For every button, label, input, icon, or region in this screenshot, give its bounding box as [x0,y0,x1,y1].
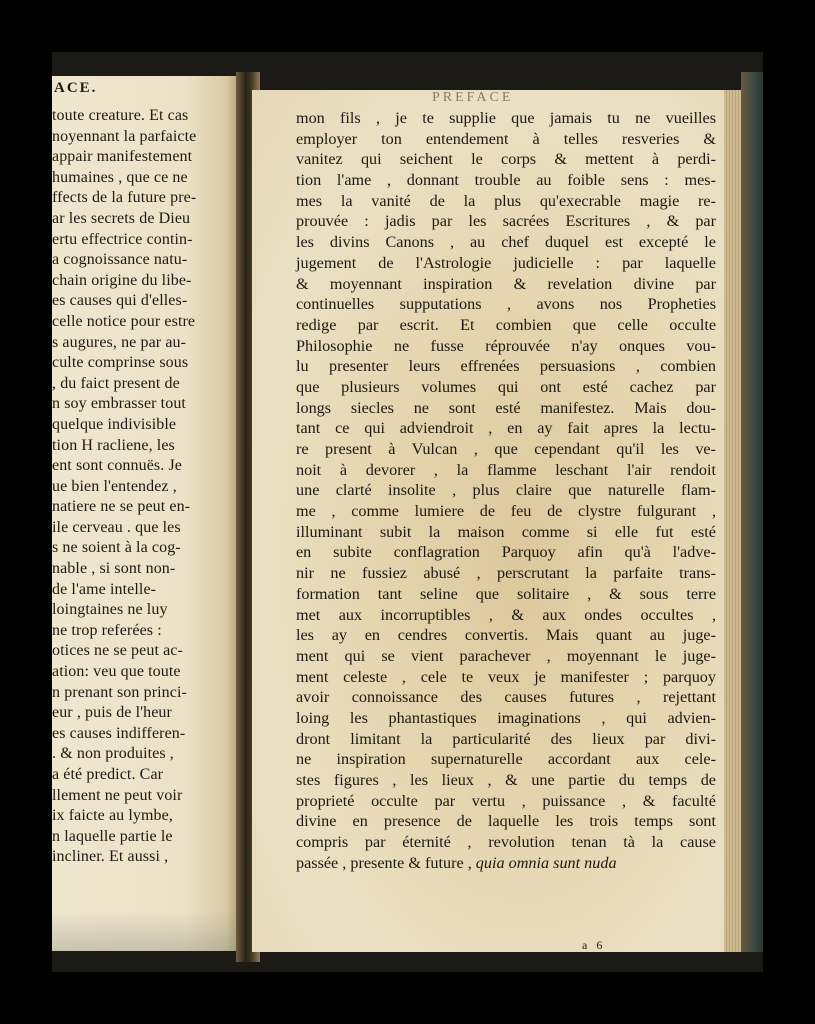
text-line: les divins Canons , au chef duquel est excepté le [296,233,716,252]
signature-mark: a 6 [582,938,606,952]
page-edge-stain [52,911,242,951]
text-line: longs siecles ne sont esté manifestez. Mais dou- [296,398,716,417]
text-line: proprieté occulte par vertu , puissance , & faculté [296,791,716,810]
text-line: avoir connoissance des causes futures , rejettant [296,688,716,707]
left-running-head: ACE. [54,80,98,96]
text-line: redige par escrit. Et combien que celle occulte [296,315,716,334]
text-line: a cognoissance natu- [52,251,188,269]
text-line: es causes qui d'elles- [52,292,188,310]
page-block-edges [724,90,742,952]
text-line: noit à devorer , la flamme leschant l'air rendoit [296,460,716,479]
text-line: une clarté insolite , plus claire que naturelle flam- [296,481,716,500]
latin-italic-phrase: quia omnia sunt nuda [475,853,617,872]
text-line: stes figures , les lieux , & une partie du temps de [296,771,716,789]
text-line: Philosophie ne fusse réprouvée n'ay onques vou- [296,336,716,355]
text-line: otices ne se peut ac- [52,642,183,660]
text-line: dront limitant la particularité des lieux par divi- [296,729,716,748]
text-line: s augures, ne par au- [52,333,187,351]
text-line: noyennant la parfaicte [52,127,197,145]
text-line: loingtaines ne luy [52,601,168,619]
text-line: ffects de la future pre- [52,189,197,207]
text-line: re present à Vulcan , que cependant qu'il les ve- [296,440,716,458]
book-spread [52,52,763,972]
text-line: chain origine du libe- [52,271,192,289]
text-line: mon fils , je te supplie que jamais tu ne vueilles [296,109,716,127]
text-line: n prenant son princi- [52,683,187,701]
text-line: , du faict present de [52,374,180,392]
text-line: mes la vanité de la plus qu'execrable magie re- [296,191,716,210]
text-line: nir ne fussiez abusé , perscrutant la parfaite trans- [296,564,716,583]
text-line: a été predict. Car [52,766,164,783]
text-line: toute creature. Et cas [52,107,189,124]
text-line: incliner. Et aussi , [52,848,169,866]
text-line: tion l'ame , donnant trouble au foible sens : mes- [296,171,716,190]
text-line: nable , si sont non- [52,560,176,578]
text-line: ue bien l'entendez , [52,477,177,495]
text-line: ment celeste , cele te veux je manifester ; parquoy [296,667,716,686]
text-line: ment qui se vient parachever , moyennant le juge- [296,646,716,665]
text-line: ile cerveau . que les [52,518,181,536]
text-line: ation: veu que toute [52,663,181,681]
text-line: prouvée : jadis par les sacrées Escritures , & par [296,212,716,231]
right-page-text [296,108,716,873]
text-line: illuminant subit la maison comme si elle fut esté [296,522,716,541]
text-line: appair manifestement [52,148,193,166]
text-line: met aux incorruptibles , & aux ondes occultes , [296,605,716,624]
text-line: ix faicte au lymbe, [52,807,173,825]
left-page [52,76,242,951]
text-line: . & non produites , [52,745,174,763]
text-line: quelque indivisible [52,415,177,433]
book-cover-edge [741,72,763,952]
text-line: vanitez qui seichent le corps & mettent à perdi- [296,150,716,169]
text-line: humaines , que ce ne [52,168,188,186]
text-line: tion H racliene, les [52,436,175,454]
text-line: n soy embrasser tout [52,395,186,413]
text-line: employer ton entendement à telles resveries & [296,129,716,148]
text-line: ne trop referées : [52,621,162,639]
text-line: celle notice pour estre [52,312,196,330]
text-line: n laquelle partie le [52,827,173,845]
text-line: ne inspiration supernaturelle accordant aux cele- [296,750,716,769]
text-line: ent sont connuës. Je [52,457,182,475]
text-line: natiere ne se peut en- [52,498,191,516]
text-line: tant ce qui adviendroit , en ay fait apres la lectu- [296,419,716,438]
text-line: lu presenter leurs effrenées persuasions , combien [296,357,716,376]
text-line: continuelles supputations , avons nos Propheties [296,295,716,314]
text-line: divine en presence de laquelle les trois temps sont [296,812,716,831]
text-line: culte comprinse sous [52,354,189,372]
text-line: que plusieurs volumes qui ont esté cachez par [296,377,716,396]
text-line: es causes indifferen- [52,724,186,742]
left-page-text [52,106,242,868]
text-line-roman: passée , presente & future , [296,853,472,872]
text-line: & moyennant inspiration & revelation divine par [296,274,716,293]
text-line: formation tant seline que solitaire , & sous terre [296,584,716,603]
right-page [252,90,742,952]
text-line-final [296,853,716,874]
text-line: s ne soient à la cog- [52,539,181,557]
text-line: ar les secrets de Dieu [52,209,191,227]
text-line: eur , puis de l'heur [52,704,172,722]
text-line: ertu effectrice contin- [52,230,193,248]
right-running-head: PREFACE [432,90,514,105]
text-line: les ay en cendres convertis. Mais quant au juge- [296,626,716,645]
text-line: jugement de l'Astrologie judicielle : par laquelle [296,253,716,272]
text-line: llement ne peut voir [52,786,183,804]
text-line: en subite conflagration Parquoy afin qu'à l'adve- [296,543,716,562]
text-line: de l'ame intelle- [52,580,157,598]
text-line: loing les phantastiques imaginations , qui advien- [296,708,716,727]
text-line: me , comme lumiere de feu de clystre fulgurant , [296,502,716,521]
text-line: compris par éternité , revolution tenan tà la cause [296,833,716,852]
